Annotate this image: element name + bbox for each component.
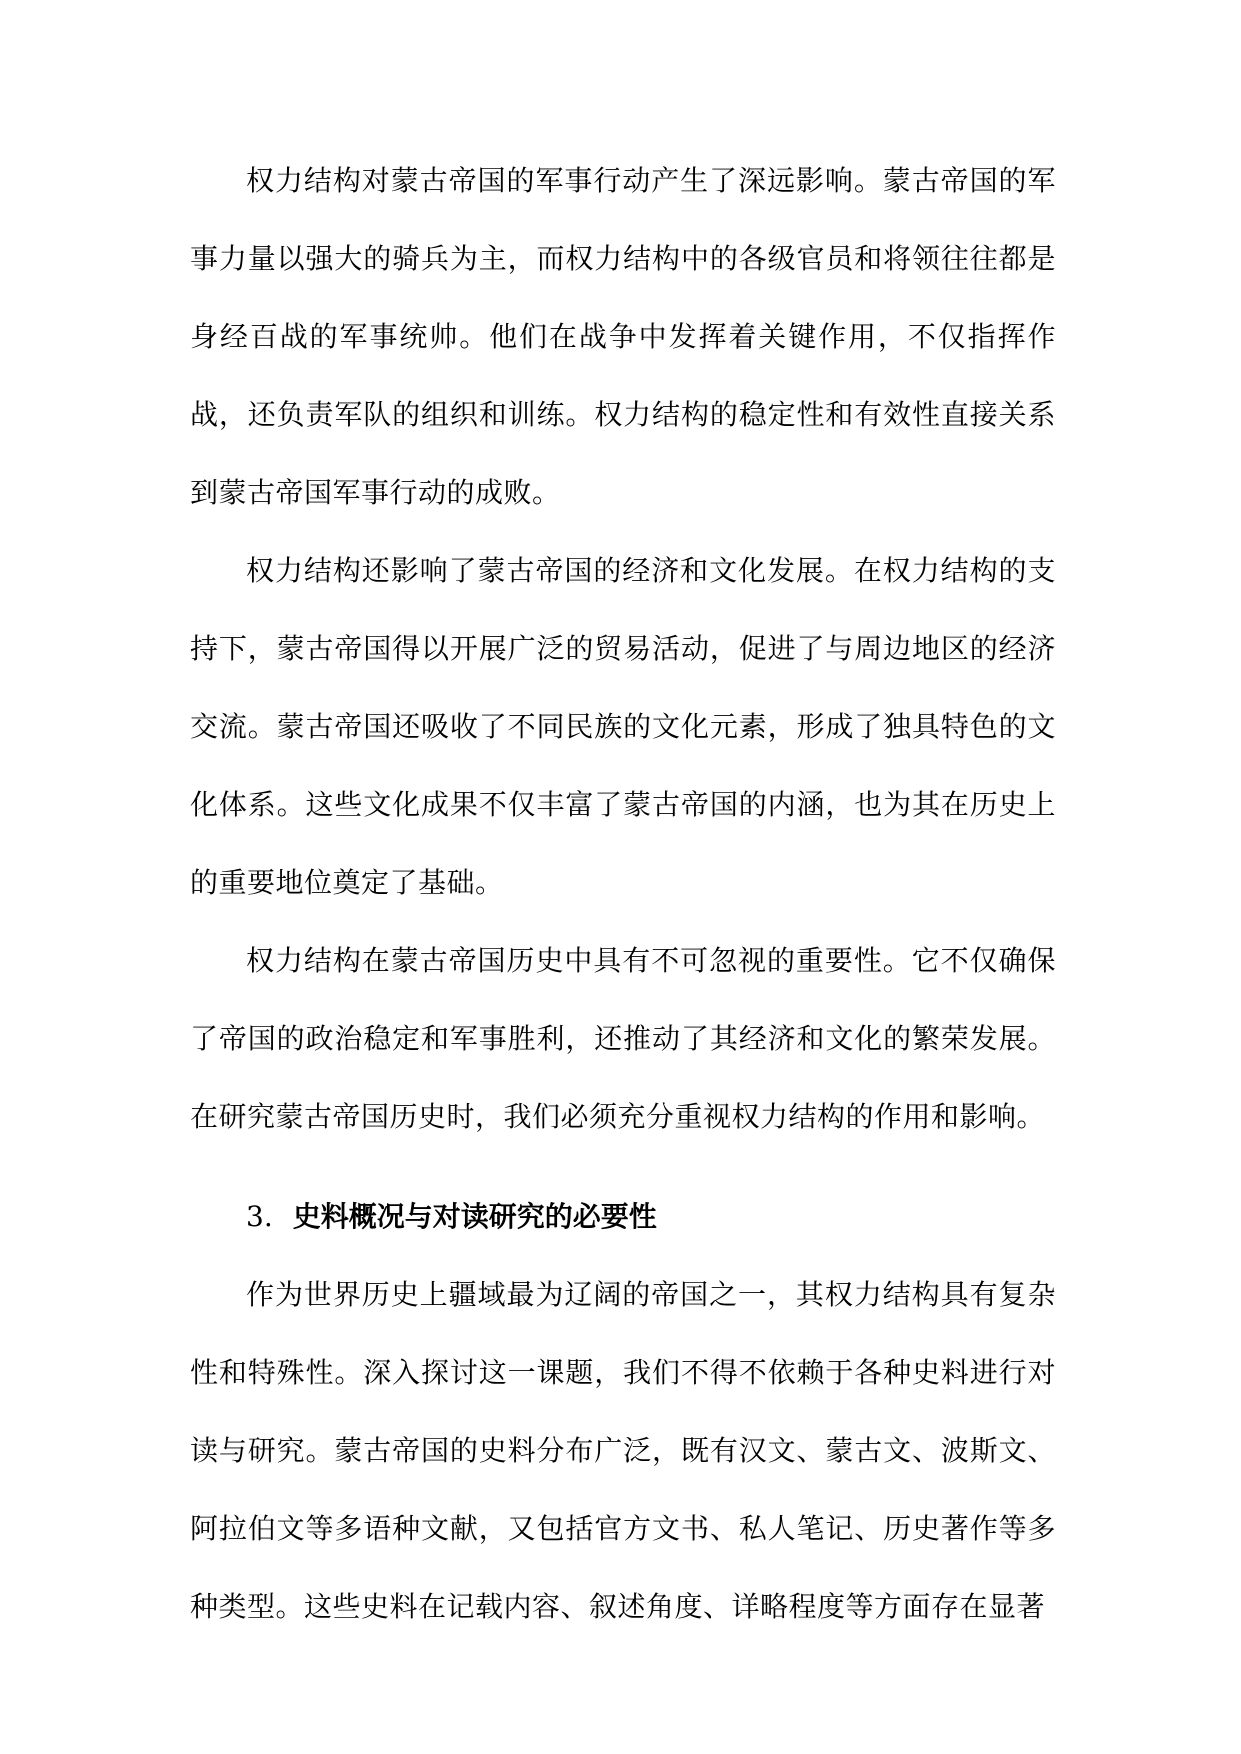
page-body	[190, 142, 1056, 1646]
section-number: 3.	[246, 1200, 273, 1233]
section-heading	[190, 1178, 1056, 1256]
paragraph-importance: 权力结构在蒙古帝国历史中具有不可忽视的重要性。它不仅确保了帝国的政治稳定和军事胜利，还推动了其经济和文化的繁荣发展。在研究蒙古帝国历史时，我们必须充分重视权力结构的作用和影响。	[190, 944, 1056, 1133]
paragraph-military-impact: 权力结构对蒙古帝国的军事行动产生了深远影响。蒙古帝国的军事力量以强大的骑兵为主，而权力结构中的各级官员和将领往往都是身经百战的军事统帅。他们在战争中发挥着关键作用，不仅指挥作战，还负责军队的组织和训练。权力结构的稳定性和有效性直接关系到蒙古帝国军事行动的成败。	[190, 164, 1056, 509]
paragraph-sources-overview: 作为世界历史上疆域最为辽阔的帝国之一，其权力结构具有复杂性和特殊性。深入探讨这一课题，我们不得不依赖于各种史料进行对读与研究。蒙古帝国的史料分布广泛，既有汉文、蒙古文、波斯文、阿拉伯文等多语种文献，又包括官方文书、私人笔记、历史著作等多种类型。这些史料在记载内容、叙述角度、详略程度等方面存在显著	[190, 1278, 1056, 1623]
section-title: 史料概况与对读研究的必要性	[292, 1200, 657, 1233]
paragraph-economy-culture: 权力结构还影响了蒙古帝国的经济和文化发展。在权力结构的支持下，蒙古帝国得以开展广泛的贸易活动，促进了与周边地区的经济交流。蒙古帝国还吸收了不同民族的文化元素，形成了独具特色的文化体系。这些文化成果不仅丰富了蒙古帝国的内涵，也为其在历史上的重要地位奠定了基础。	[190, 554, 1056, 899]
